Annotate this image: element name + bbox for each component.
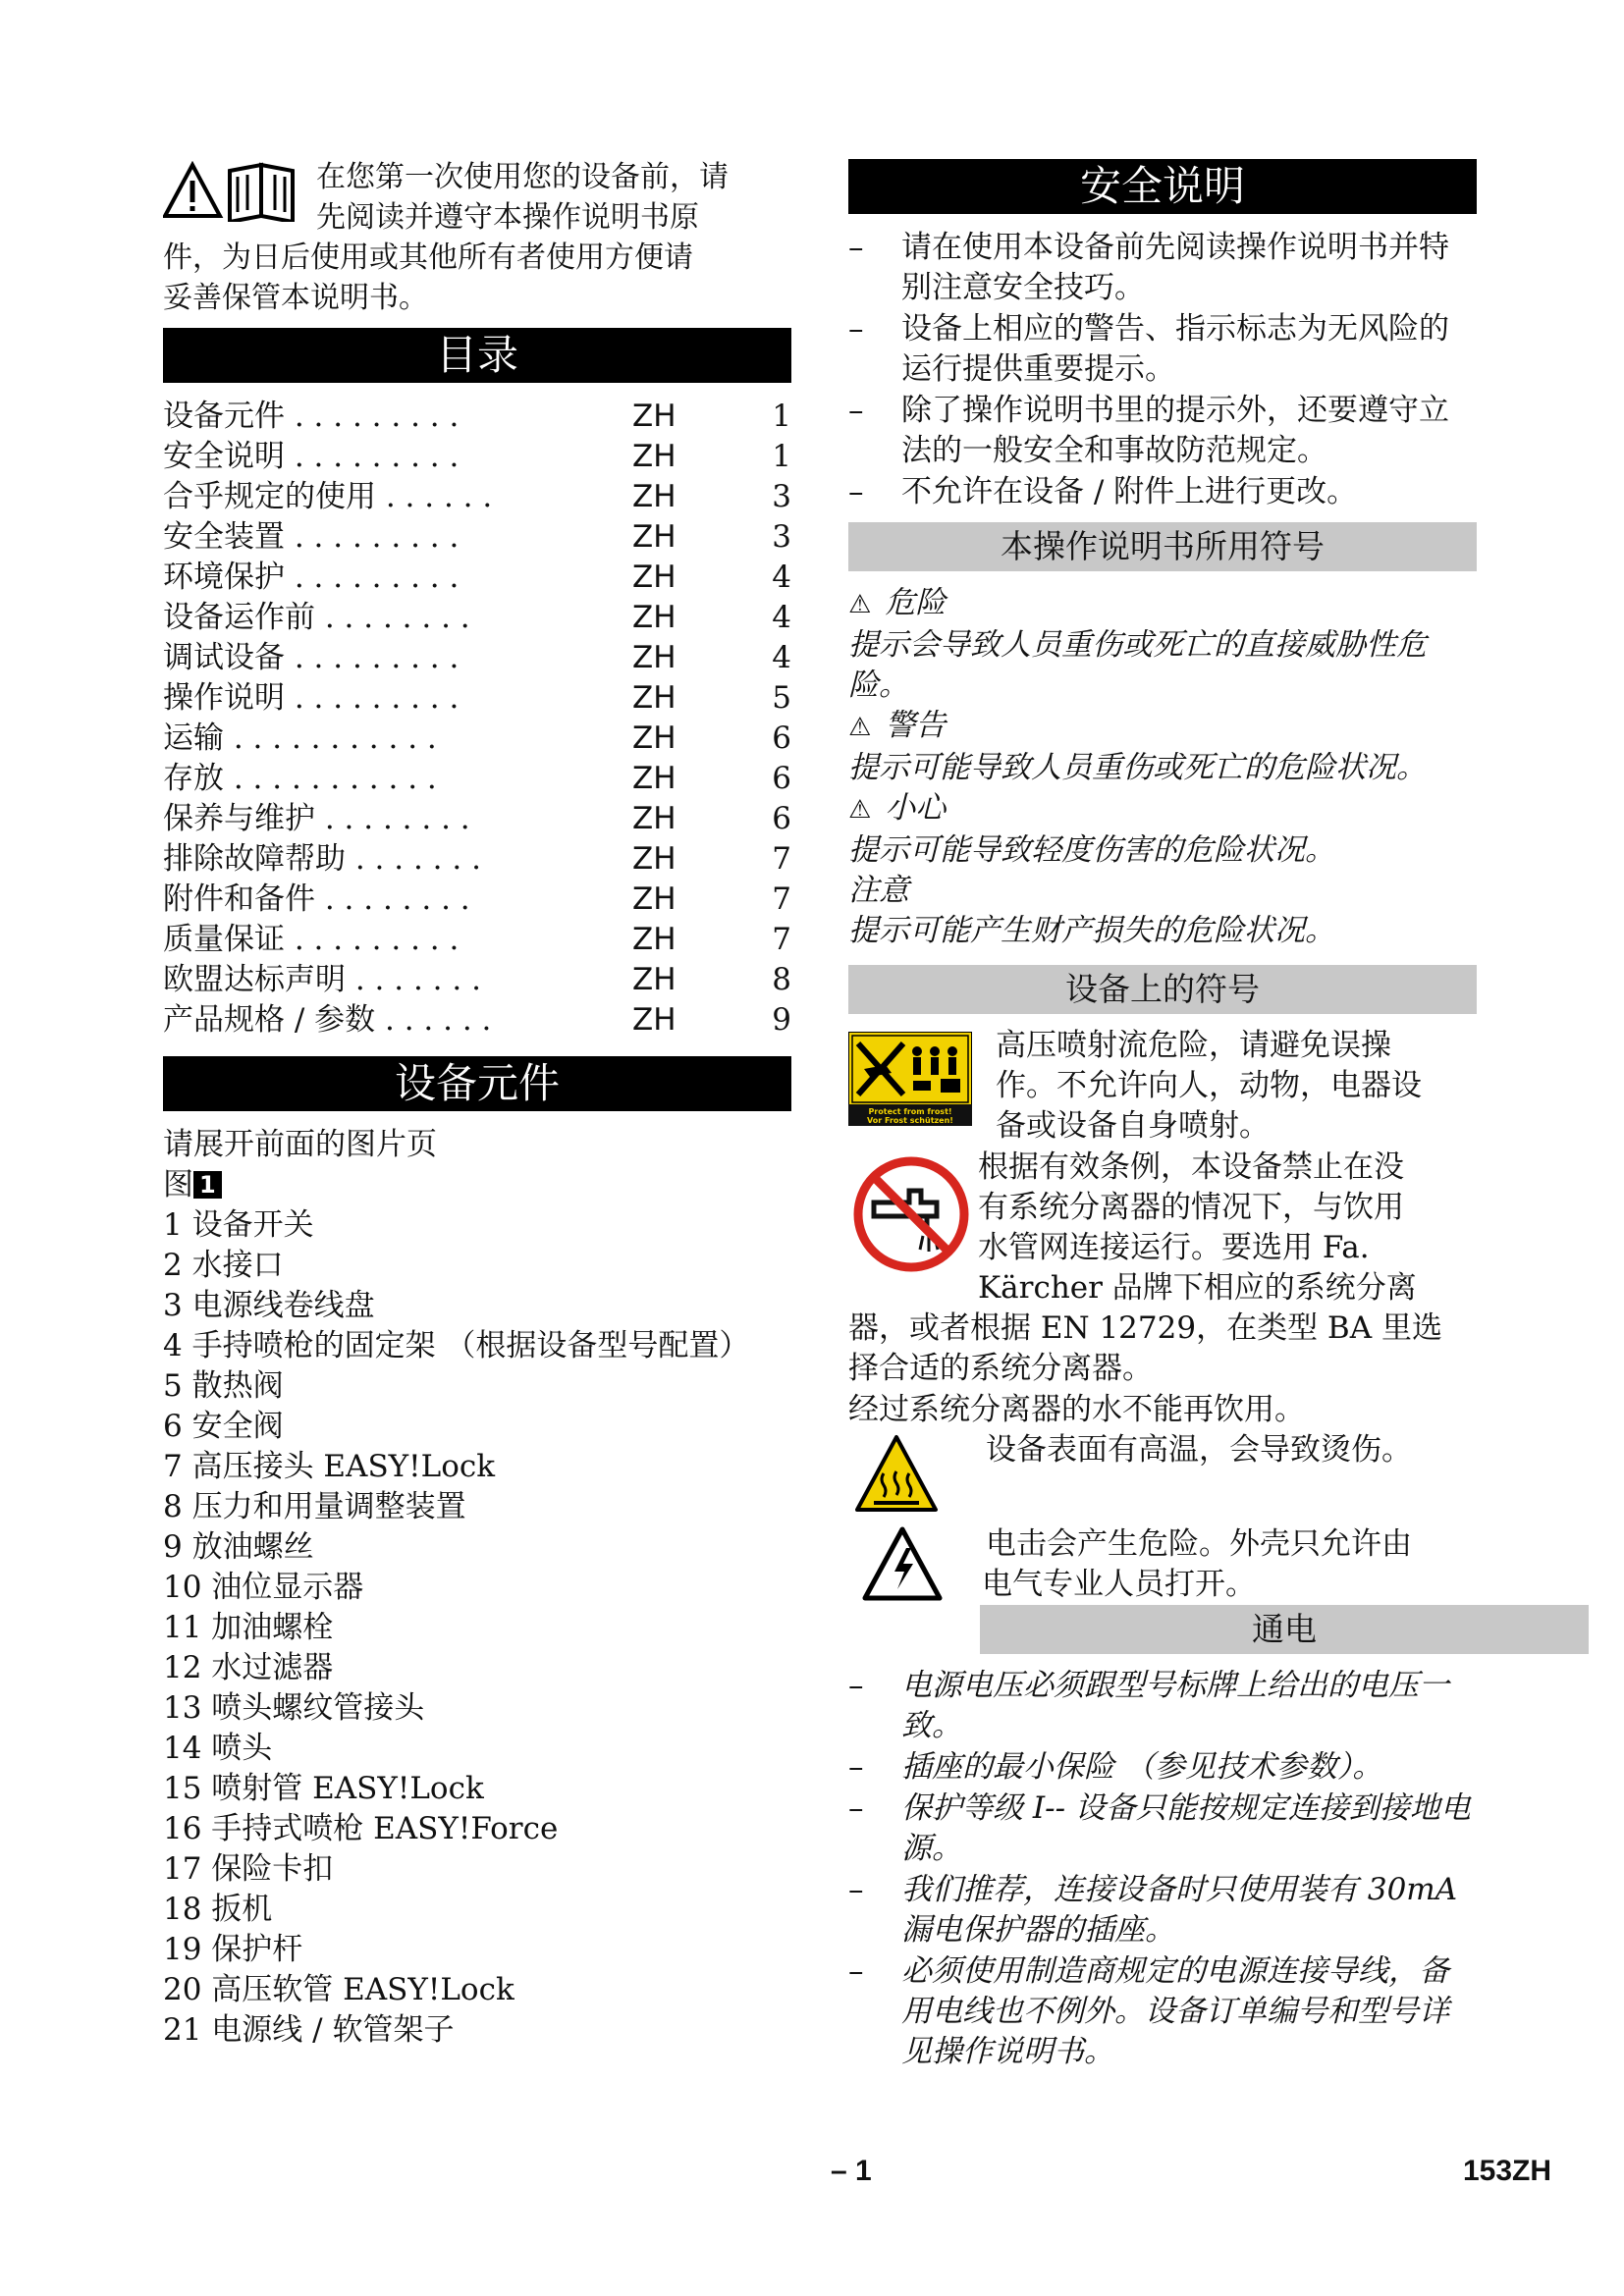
jet-warning — [848, 1026, 1477, 1148]
component-item: 20 高压软管 EASY!Lock — [163, 1972, 514, 2007]
component-item: 17 保险卡扣 — [163, 1851, 334, 1887]
page-number: – 1 — [831, 2155, 872, 2187]
component-item: 8 压力和用量调整装置 — [163, 1489, 466, 1524]
power-bullet — [848, 1789, 1477, 1869]
electric-shock-icon — [862, 1526, 943, 1601]
caution-title: 小心 — [885, 790, 947, 826]
component-item: 18 扳机 — [163, 1892, 273, 1927]
toc-entry-title: 操作说明 . . . . . . . . . — [163, 680, 460, 716]
safety-heading: 安全说明 — [848, 159, 1477, 214]
safety-bullet-text: 不允许在设备 / 附件上进行更改。 — [901, 474, 1358, 509]
figure-number-badge: 1 — [193, 1171, 222, 1199]
toc-entry-title: 安全说明 . . . . . . . . . — [163, 439, 460, 474]
high-pressure-jet-sticker-icon — [848, 1032, 972, 1126]
toc-entry-lang: ZH — [632, 841, 677, 877]
toc-entry-lang: ZH — [632, 399, 677, 434]
water-connection-warning — [848, 1148, 1477, 1390]
toc-entry — [163, 839, 791, 880]
electric-shock-warning — [848, 1524, 1477, 1605]
toc-entry-title: 欧盟达标声明 . . . . . . . — [163, 962, 481, 997]
sticker-text-2: Vor Frost schützen! — [867, 1116, 953, 1125]
toc-entry-title: 调试设备 . . . . . . . . . — [163, 640, 460, 675]
toc-entry-page: 4 — [772, 560, 791, 595]
toc-entry-lang: ZH — [632, 721, 677, 756]
toc-entry-page: 7 — [772, 881, 791, 917]
toc-entry-page: 6 — [772, 721, 791, 756]
toc-entry — [163, 799, 791, 839]
component-list — [163, 1205, 791, 2051]
warning-text: 提示可能导致人员重伤或死亡的危险状况。 — [848, 750, 1427, 785]
shock-text-line: 电气专业人员打开。 — [982, 1567, 1256, 1602]
bullet-dash: – — [848, 1953, 864, 1989]
bullet-dash: – — [848, 1872, 864, 1907]
toc-entry-lang: ZH — [632, 479, 677, 514]
toc-entry-page: 1 — [772, 399, 791, 434]
toc-entry — [163, 960, 791, 1000]
water-text-line: 水管网连接运行。要选用 Fa. — [978, 1230, 1370, 1265]
toc-entry-page: 3 — [772, 479, 791, 514]
toc-entry — [163, 477, 791, 517]
toc-entry-title: 存放 . . . . . . . . . . . — [163, 761, 437, 796]
safety-list — [848, 228, 1477, 512]
safety-bullet — [848, 228, 1477, 308]
toc-entry-lang: ZH — [632, 680, 677, 716]
note-text: 提示可能产生财产损失的危险状况。 — [848, 913, 1335, 948]
water-text-line: 器，或者根据 EN 12729，在类型 BA 里选 — [848, 1310, 1442, 1346]
note-title: 注意 — [848, 873, 909, 908]
bullet-dash: – — [848, 1790, 864, 1826]
warning-triangle-icon: ⚠ — [848, 713, 872, 742]
toc-entry-lang: ZH — [632, 640, 677, 675]
toc-list — [163, 397, 791, 1041]
power-bullet — [848, 1747, 1477, 1788]
water-text-line: 根据有效条例，本设备禁止在没 — [978, 1149, 1404, 1185]
intro-line: 在您第一次使用您的设备前，请 — [316, 160, 729, 194]
symbols-heading: 本操作说明书所用符号 — [848, 522, 1477, 571]
bullet-dash: – — [848, 1668, 864, 1703]
toc-entry-title: 运输 . . . . . . . . . . . — [163, 721, 437, 756]
toc-heading: 目录 — [163, 328, 791, 383]
toc-entry-page: 6 — [772, 761, 791, 796]
toc-entry — [163, 1000, 791, 1041]
component-item: 12 水过滤器 — [163, 1650, 334, 1685]
power-bullet-text: 插座的最小保险 （参见技术参数）。 — [901, 1749, 1383, 1785]
toc-entry — [163, 719, 791, 759]
figure-label-text: 图 — [163, 1167, 193, 1202]
jet-text-line: 备或设备自身喷射。 — [996, 1108, 1270, 1144]
component-item: 15 喷射管 EASY!Lock — [163, 1771, 484, 1806]
water-after-text: 经过系统分离器的水不能再饮用。 — [848, 1392, 1305, 1427]
component-item: 21 电源线 / 软管架子 — [163, 2012, 455, 2048]
right-column — [848, 147, 1477, 2073]
bullet-dash: – — [848, 230, 864, 265]
component-item: 19 保护杆 — [163, 1932, 303, 1967]
water-text-line: Kärcher 品牌下相应的系统分离 — [978, 1270, 1417, 1306]
hot-surface-text: 设备表面有高温，会导致烫伤。 — [986, 1432, 1412, 1468]
power-bullet-text: 保护等级 I-- 设备只能按规定连接到接地电源。 — [901, 1790, 1471, 1866]
components-heading: 设备元件 — [163, 1056, 791, 1111]
toc-entry-lang: ZH — [632, 1002, 677, 1038]
safety-bullet — [848, 391, 1477, 471]
warning-triangle-icon: ⚠ — [848, 795, 872, 825]
unfold-instruction: 请展开前面的图片页 — [163, 1127, 437, 1162]
toc-entry — [163, 880, 791, 920]
toc-entry-lang: ZH — [632, 881, 677, 917]
power-bullet — [848, 1951, 1477, 2072]
intro-line: 先阅读并遵守本操作说明书原 — [316, 200, 699, 235]
danger-text: 提示会导致人员重伤或死亡的直接威胁性危险。 — [848, 627, 1427, 703]
power-bullet-text: 我们推荐，连接设备时只使用装有 30mA 漏电保护器的插座。 — [901, 1872, 1458, 1948]
jet-text-line: 作。不允许向人，动物，电器设 — [996, 1068, 1422, 1103]
toc-entry-page: 3 — [772, 519, 791, 555]
power-bullet-text: 必须使用制造商规定的电源连接导线，备用电线也不例外。设备订单编号和型号详见操作说明书。 — [901, 1953, 1449, 2069]
toc-entry — [163, 638, 791, 678]
component-item: 2 水接口 — [163, 1248, 284, 1283]
warning-triangle-icon: ⚠ — [848, 590, 872, 619]
safety-bullet-text: 除了操作说明书里的提示外，还要遵守立法的一般安全和事故防范规定。 — [901, 393, 1449, 468]
toc-entry — [163, 437, 791, 477]
toc-entry-title: 质量保证 . . . . . . . . . — [163, 922, 460, 957]
sticker-text-1: Protect from frost! — [868, 1107, 952, 1116]
device-symbols-heading: 设备上的符号 — [848, 965, 1477, 1014]
intro-line: 妥善保管本说明书。 — [163, 281, 428, 315]
toc-entry-lang: ZH — [632, 439, 677, 474]
toc-entry-title: 安全装置 . . . . . . . . . — [163, 519, 460, 555]
bullet-dash: – — [848, 393, 864, 428]
toc-entry-title: 排除故障帮助 . . . . . . . — [163, 841, 481, 877]
caution-text: 提示可能导致轻度伤害的危险状况。 — [848, 832, 1335, 868]
toc-entry-title: 保养与维护 . . . . . . . . — [163, 801, 470, 836]
toc-entry-title: 设备运作前 . . . . . . . . — [163, 600, 470, 635]
warning-read-manual-icon — [163, 161, 308, 222]
power-bullet — [848, 1870, 1477, 1950]
figure-label — [163, 1165, 791, 1205]
toc-entry-lang: ZH — [632, 560, 677, 595]
shock-text-line: 电击会产生危险。外壳只允许由 — [986, 1526, 1412, 1562]
component-item: 5 散热阀 — [163, 1368, 284, 1404]
toc-entry-page: 9 — [772, 1002, 791, 1038]
hot-surface-icon — [854, 1434, 939, 1513]
toc-entry — [163, 397, 791, 437]
danger-title: 危险 — [885, 585, 947, 620]
toc-entry — [163, 759, 791, 799]
toc-entry-page: 4 — [772, 600, 791, 635]
warning-title: 警告 — [885, 708, 947, 743]
power-bullet — [848, 1666, 1477, 1746]
component-item: 11 加油螺栓 — [163, 1610, 334, 1645]
bullet-dash: – — [848, 1749, 864, 1785]
component-item: 1 设备开关 — [163, 1207, 314, 1243]
toc-entry — [163, 678, 791, 719]
toc-entry-page: 5 — [772, 680, 791, 716]
toc-entry-page: 7 — [772, 841, 791, 877]
component-item: 10 油位显示器 — [163, 1570, 364, 1605]
safety-bullet — [848, 472, 1477, 512]
bullet-dash: – — [848, 474, 864, 509]
toc-entry-lang: ZH — [632, 922, 677, 957]
symbol-danger — [848, 583, 1477, 706]
water-text-line: 有系统分离器的情况下，与饮用 — [978, 1190, 1404, 1225]
component-item: 4 手持喷枪的固定架 （根据设备型号配置） — [163, 1328, 750, 1363]
symbol-note — [848, 871, 1477, 951]
intro-note — [163, 147, 791, 318]
bullet-dash: – — [848, 311, 864, 347]
toc-entry-page: 1 — [772, 439, 791, 474]
water-text-line: 择合适的系统分离器。 — [848, 1351, 1153, 1386]
toc-entry — [163, 517, 791, 558]
safety-bullet — [848, 309, 1477, 390]
component-item: 9 放油螺丝 — [163, 1529, 314, 1565]
symbol-warning — [848, 706, 1477, 788]
toc-entry — [163, 920, 791, 960]
safety-bullet-text: 设备上相应的警告、指示标志为无风险的运行提供重要提示。 — [901, 311, 1449, 387]
jet-text-line: 高压喷射流危险，请避免误操 — [996, 1028, 1391, 1063]
page-code: 153ZH — [1463, 2155, 1552, 2187]
toc-entry-title: 合乎规定的使用 . . . . . . — [163, 479, 493, 514]
toc-entry-title: 附件和备件 . . . . . . . . — [163, 881, 470, 917]
toc-entry-page: 8 — [772, 962, 791, 997]
toc-entry-title: 设备元件 . . . . . . . . . — [163, 399, 460, 434]
toc-entry — [163, 598, 791, 638]
toc-entry-title: 环境保护 . . . . . . . . . — [163, 560, 460, 595]
component-item: 16 手持式喷枪 EASY!Force — [163, 1811, 559, 1846]
toc-entry-page: 7 — [772, 922, 791, 957]
intro-line: 件，为日后使用或其他所有者使用方便请 — [163, 240, 693, 275]
power-list — [848, 1666, 1477, 2072]
component-item: 13 喷头螺纹管接头 — [163, 1690, 425, 1726]
toc-entry-lang: ZH — [632, 600, 677, 635]
toc-entry — [163, 558, 791, 598]
safety-bullet-text: 请在使用本设备前先阅读操作说明书并特别注意安全技巧。 — [901, 230, 1449, 305]
component-item: 14 喷头 — [163, 1731, 273, 1766]
toc-entry-title: 产品规格 / 参数 . . . . . . — [163, 1002, 492, 1038]
power-bullet-text: 电源电压必须跟型号标牌上给出的电压一致。 — [901, 1668, 1449, 1743]
toc-entry-page: 4 — [772, 640, 791, 675]
component-item: 7 高压接头 EASY!Lock — [163, 1449, 496, 1484]
hot-surface-warning — [848, 1430, 1477, 1524]
symbol-caution — [848, 788, 1477, 871]
left-column — [163, 147, 791, 2051]
toc-entry-page: 6 — [772, 801, 791, 836]
no-drinking-water-connection-icon — [852, 1155, 970, 1273]
component-item: 3 电源线卷线盘 — [163, 1288, 375, 1323]
toc-entry-lang: ZH — [632, 761, 677, 796]
toc-entry-lang: ZH — [632, 962, 677, 997]
power-heading: 通电 — [980, 1605, 1589, 1654]
toc-entry-lang: ZH — [632, 519, 677, 555]
component-item: 6 安全阀 — [163, 1409, 284, 1444]
toc-entry-lang: ZH — [632, 801, 677, 836]
